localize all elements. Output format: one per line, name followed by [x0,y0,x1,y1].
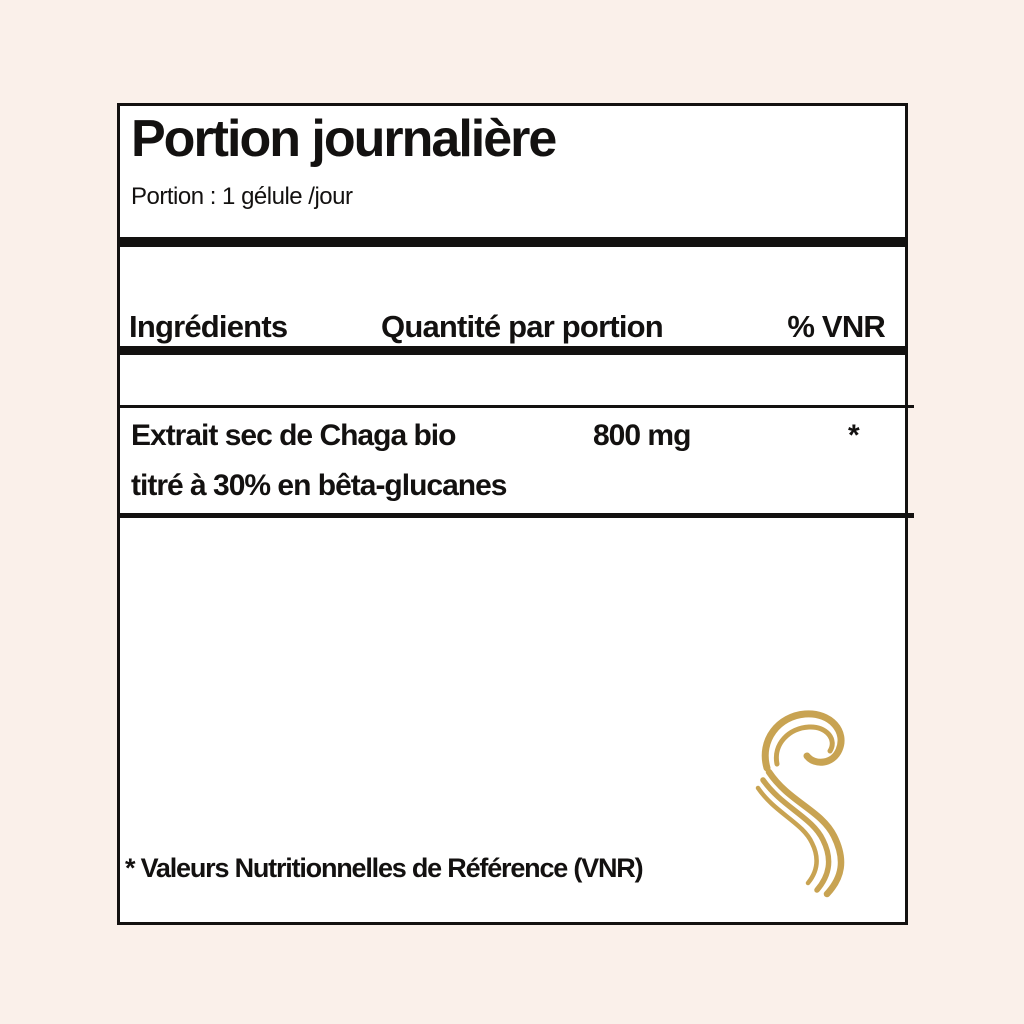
serving-size-text: Portion : 1 gélule /jour [131,183,353,210]
column-header-vnr: % VNR [787,309,885,344]
ingredient-name [131,411,506,511]
panel-title: Portion journalière [131,110,556,168]
brand-flourish-icon [755,706,859,898]
column-header-ingredients: Ingrédients [129,309,288,344]
divider-thin-row-top [117,405,914,408]
column-header-quantity: Quantité par portion [381,309,663,344]
divider-thick-top [117,237,908,247]
divider-thin-row-bottom [117,513,914,518]
ingredient-quantity: 800 mg [593,419,691,452]
ingredient-vnr-asterisk: * [848,419,859,452]
vnr-footnote: * Valeurs Nutritionnelles de Référence (VNR) [125,853,643,883]
nutrition-facts-panel [117,103,908,925]
divider-thick-header [117,346,908,355]
ingredient-name-line1: Extrait sec de Chaga bio [131,419,456,452]
ingredient-name-line2: titré à 30% en bêta-glucanes [131,469,507,502]
